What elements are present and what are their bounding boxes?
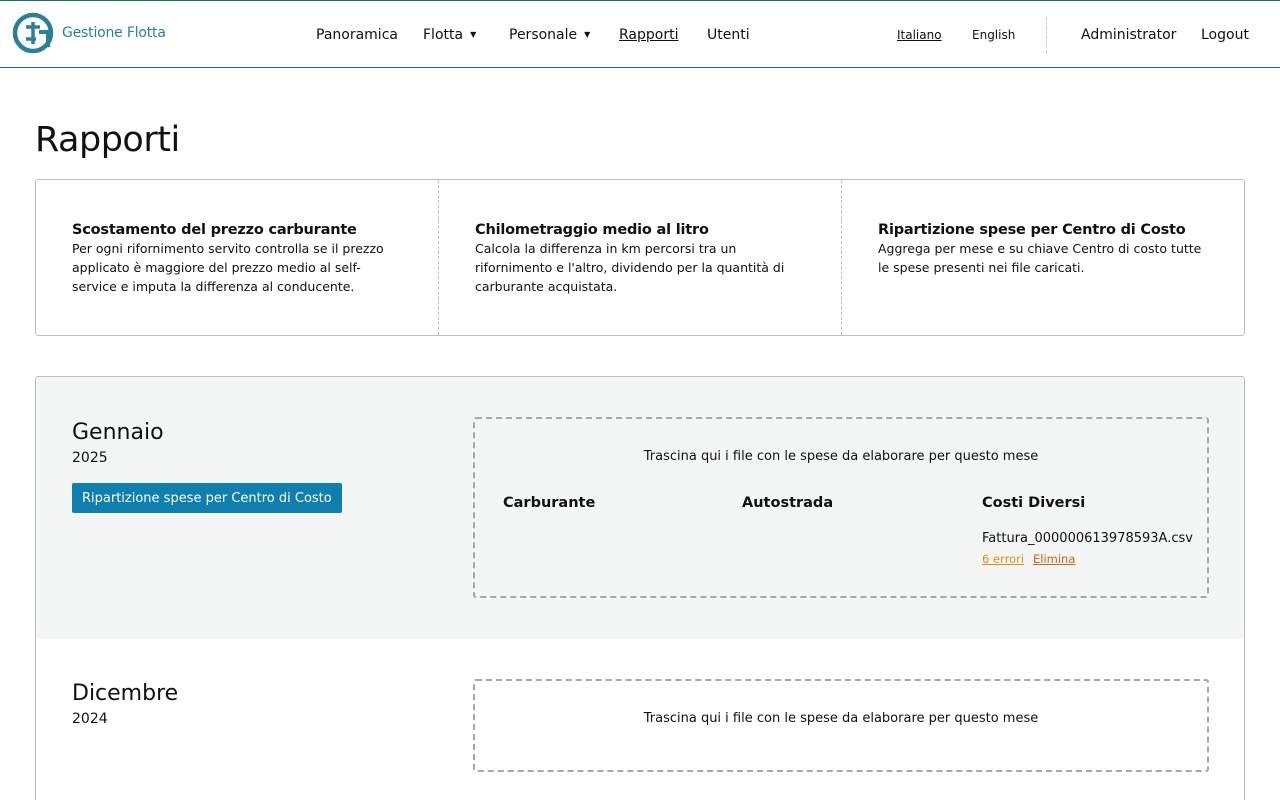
page-title: Rapporti (35, 120, 180, 160)
month-year: 2025 (72, 450, 108, 466)
dropzone-hint: Trascina qui i file con le spese da elaborare per questo mese (643, 449, 1039, 464)
report-title: Scostamento del prezzo carburante (72, 222, 357, 238)
file-dropzone[interactable] (473, 417, 1209, 598)
report-card-chilometraggio[interactable] (439, 180, 842, 335)
nav-label: Personale (509, 27, 578, 43)
nav-label: Rapporti (619, 27, 679, 43)
report-cards (35, 179, 1245, 336)
nav-rapporti[interactable] (619, 27, 678, 43)
nav-label: Panoramica (316, 27, 398, 43)
month-name: Gennaio (72, 420, 164, 445)
lang-italiano[interactable]: Italiano (897, 28, 942, 42)
nav-panoramica[interactable] (316, 27, 398, 43)
ripartizione-report-button[interactable]: Ripartizione spese per Centro di Costo (72, 483, 342, 513)
uploaded-file-name: Fattura_000000613978593A.csv (982, 531, 1193, 546)
column-costi-diversi: Costi Diversi (982, 495, 1086, 511)
report-description: Per ogni rifornimento servito controlla se il prezzo applicato è maggiore del prezzo medio al self-service e imputa la differenza al conducente. (72, 241, 384, 294)
month-section-dicembre (36, 639, 1244, 800)
months-list (35, 376, 1245, 800)
report-description: Calcola la differenza in km percorsi tra un rifornimento e l'altro, dividendo per la quantità di carburante acquistata. (475, 241, 785, 294)
file-delete-link[interactable]: Elimina (1033, 552, 1076, 566)
nav-flotta[interactable] (423, 27, 476, 43)
brand-name[interactable]: Gestione Flotta (62, 25, 166, 41)
month-section-gennaio (36, 377, 1244, 639)
file-dropzone[interactable] (473, 679, 1209, 772)
month-year: 2024 (72, 711, 108, 727)
nav-utenti[interactable] (707, 27, 750, 43)
report-description: Aggrega per mese e su chiave Centro di costo tutte le spese presenti nei file caricati. (878, 241, 1202, 275)
report-title: Ripartizione spese per Centro di Costo (878, 222, 1186, 238)
nav-label: Flotta (423, 27, 464, 43)
column-carburante: Carburante (503, 495, 596, 511)
nav-personale[interactable] (509, 27, 590, 43)
column-autostrada: Autostrada (742, 495, 834, 511)
report-card-ripartizione[interactable] (842, 180, 1244, 335)
user-menu[interactable]: Administrator (1081, 27, 1177, 43)
company-logo-icon[interactable] (12, 12, 54, 54)
report-title: Chilometraggio medio al litro (475, 222, 709, 238)
top-navbar (0, 0, 1280, 68)
month-name: Dicembre (72, 681, 179, 706)
logout-link[interactable]: Logout (1201, 27, 1249, 43)
file-errors-link[interactable]: 6 errori (982, 552, 1025, 566)
lang-english[interactable]: English (972, 28, 1016, 42)
report-card-scostamento-prezzo[interactable] (36, 180, 439, 335)
header-divider (1046, 17, 1047, 53)
caret-down-icon: ▼ (470, 30, 477, 39)
dropzone-hint: Trascina qui i file con le spese da elaborare per questo mese (643, 711, 1039, 726)
nav-label: Utenti (707, 27, 750, 43)
caret-down-icon: ▼ (584, 30, 591, 39)
